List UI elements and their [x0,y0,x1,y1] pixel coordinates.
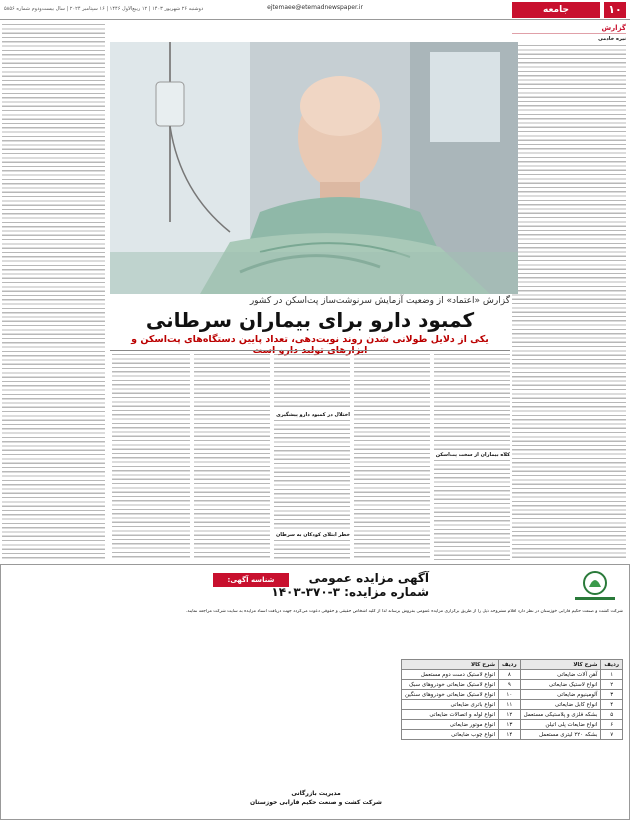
table-cell: ۴ [601,700,623,710]
table-cell: ۱۰ [499,690,521,700]
table-cell: انواع لوله و اتصالات ضایعاتی [402,710,499,720]
table-row [402,700,623,710]
section-label: جامعه [512,2,600,18]
table-row [402,680,623,690]
article-column-3 [274,354,350,560]
article-photo [110,42,518,294]
right-column [512,36,626,560]
table-cell: بشکه فلزی و پلاستیکی مستعمل [520,710,601,720]
table-row [402,690,623,700]
ad-intro-text: شرکت کشت و صنعت حکیم فارابی خوزستان در نظر دارد اقلام مشروحه ذیل را از طریق برگزاری مزایده عمومی بفروش برساند لذا از کلیه اشخاص حقیقی و حقوقی دعوت می‌گردد جهت دریافت اسناد مزایده به سایت شرکت مراجعه نمایند. [185,609,623,614]
signoff-company: شرکت کشت و صنعت حکیم فارابی خوزستان [250,799,382,806]
table-header-row [402,660,623,670]
company-logo-icon [567,569,623,605]
table-cell: ۸ [499,670,521,680]
sub-section-label: گزارش [512,24,626,34]
table-cell: ۷ [601,730,623,740]
column-header: ردیف [499,660,521,670]
article-kicker: گزارش «اعتماد» از وضعیت آزمایش سرنوشت‌ساز پت‌اسکن در کشور [249,296,510,306]
intertitle: خطر ابتلای کودکان به سرطان [275,532,350,538]
table-row [402,710,623,720]
table-cell: انواع چوب ضایعاتی [402,730,499,740]
article-subhead: یکی از دلایل طولانی شدن روند نوبت‌دهی، تعداد پایین دستگاه‌های پت‌اسکن و [131,334,489,345]
table-cell: ۲ [601,680,623,690]
article-column-4 [194,354,270,560]
date-line: دوشنبه ۲۶ شهریور ۱۴۰۳ | ۱۲ ربیع‌الاول ۱۴۴۶ | ۱۶ سپتامبر ۲۰۲۴ | سال بیست‌ودوم شماره ۵۸۵۶ [4,6,204,12]
body-text-block [2,24,105,560]
table-cell: ۱۱ [499,700,521,710]
table-cell: ۱۳ [499,720,521,730]
tender-advertisement [0,564,630,820]
article-column-2 [354,354,430,560]
table-cell: انواع لاستیک ضایعاتی خودروهای سبک [402,680,499,690]
signoff-department: مدیریت بازرگانی [291,790,341,797]
headline-divider [110,350,510,351]
table-cell: ۵ [601,710,623,720]
page-number: ۱۰ [604,2,626,18]
table-cell: ۶ [601,720,623,730]
table-cell: ۹ [499,680,521,690]
article-column-5 [112,354,190,560]
left-column [2,24,105,560]
author-byline: نیره خادمی [598,36,626,42]
ad-signoff [221,789,411,807]
article-headline: کمبود دارو برای بیماران سرطانی [145,308,475,332]
table-row [402,730,623,740]
intertitle: کلاه بیماران از سخت پت‌اسکن [435,452,510,458]
table-cell: انواع ضایعات پلی اتیلن [520,720,601,730]
table-cell: انواع لاستیک دست دوم مستعمل [402,670,499,680]
section-email[interactable]: ejtemaee@etemadnewspaper.ir [267,4,363,11]
table-cell: آلومینیوم ضایعاتی [520,690,601,700]
article-column-1 [434,354,510,560]
table-cell: انواع کابل ضایعاتی [520,700,601,710]
page-header [0,0,630,20]
ad-id-badge: شناسه آگهی: ۱۷۸۸۷۸۰ [213,573,289,587]
column-header: شرح کالا [520,660,601,670]
table-cell: ۱۴ [499,730,521,740]
table-cell: انواع موتور ضایعاتی [402,720,499,730]
table-cell: انواع لاستیک ضایعاتی [520,680,601,690]
table-cell: بشکه ۲۲۰ لیتری مستعمل [520,730,601,740]
table-row [402,720,623,730]
column-header: ردیف [601,660,623,670]
table-cell: انواع لاستیک ضایعاتی خودروهای سنگین [402,690,499,700]
table-row [402,670,623,680]
column-header: شرح کالا [402,660,499,670]
table-cell: آهن آلات ضایعاتی [520,670,601,680]
table-cell: ۳ [601,690,623,700]
ad-title: آگهی مزایده عمومی [308,571,429,585]
ad-number: شماره مزایده: ۳-۳۷۰-۱۴۰۳ [271,585,429,599]
table-cell: انواع باتری ضایعاتی [402,700,499,710]
tender-items-table [401,659,623,740]
hospital-patient-illustration [110,42,518,294]
table-cell: ۱ [601,670,623,680]
body-text-block [512,45,626,560]
intertitle: اختلال در کمبود دارو پیشگیری [276,412,350,418]
table-cell: ۱۲ [499,710,521,720]
